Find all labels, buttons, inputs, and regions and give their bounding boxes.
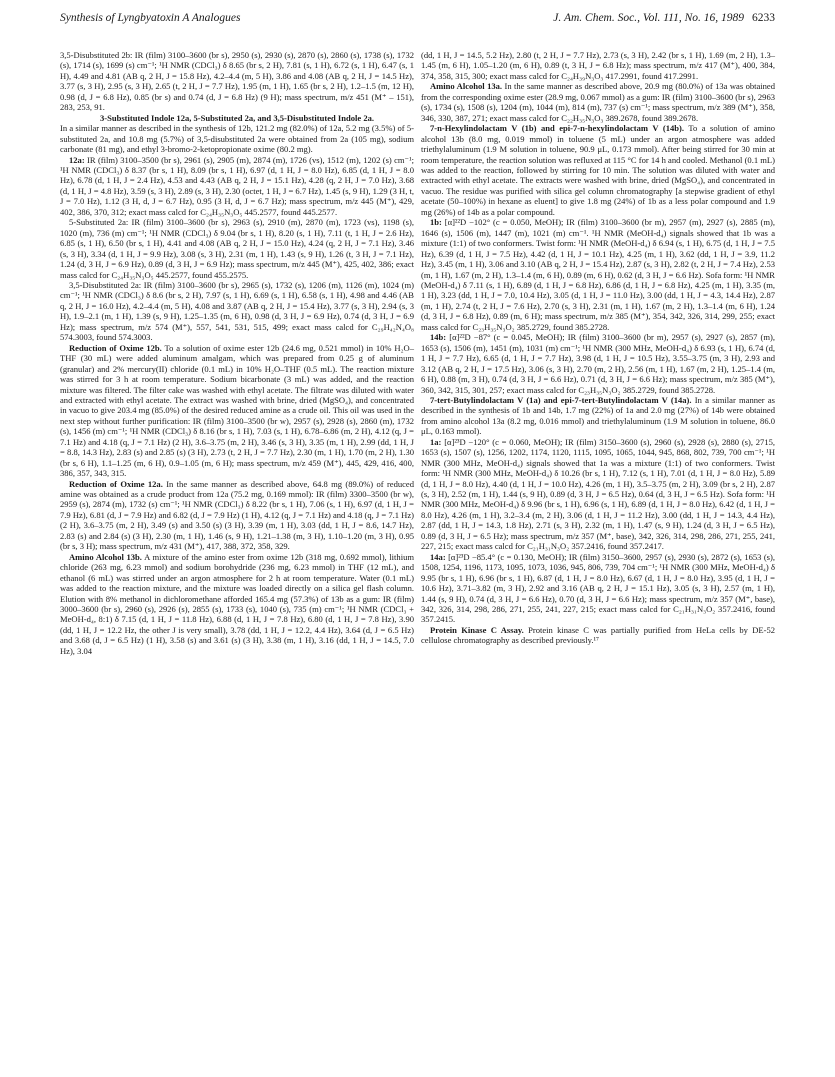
paragraph [421, 437, 775, 552]
paragraph-text: In a similar manner as described in the synthesis of 1b and 14b, 1.7 mg (22%) of 1a and 2.0 mg (27%) of 14b were obtained from amino alcohol 13a (8.2 mg, 0.016 mmol) and triethylaluminum (1.9 M solution in toluene, 86.0 μL, 0.163 mmol). [421, 394, 775, 437]
paragraph [421, 123, 775, 217]
journal-name: J. Am. Chem. Soc., Vol. 111, No. 16, 1989 [553, 12, 744, 24]
paragraph [60, 343, 414, 479]
paragraph-text: [α]²³D −120° (c = 0.060, MeOH); IR (film) 3150–3600 (s), 2960 (s), 2928 (s), 2880 (s), 2715, 1653 (s), 1507 (s), 1256, 1202, 1174, 1120, 1115, 1095, 1065, 1044, 945, 868, 802, 739, 700 cm⁻¹; ¹H NMR (300 MHz, MeOH-d₄) signals showed that 1a was a mixture (1:1) of two conformers. Twist form: ¹H NMR (300 MHz, MeOH-d₄) δ 10.26 (br s, 1 H), 7.12 (s, 1 H), 7.01 (d, 1 H, J = 8.0 Hz), 5.89 (d, 1 H, J = 8.0 Hz), 4.40 (d, 1 H, J = 10.0 Hz), 4.26 (m, 1 H), 3.5–3.75 (m, 2 H), 3.09 (br s, 2 H), 2.87 (s, 3 H), 2.52 (m, 1 H), 1.44 (s, 9 H), 0.89 (d, 3 H, J = 6.5 Hz), 0.64 (d, 3 H, J = 6.5 Hz). Sofa form: ¹H NMR (300 MHz, MeOH-d₄) δ 9.96 (br s, 1 H), 6.96 (s, 1 H), 6.89 (d, 1 H, J = 8.0 Hz), 6.42 (d, 1 H, J = 8.0 Hz), 4.26 (m, 1 H), 3.2–3.4 (m, 2 H), 3.06 (d, 1 H, J = 11.2 Hz), 3.00 (dd, 1 H, J = 14.3, 4.4 Hz), 2.87 (dd, 1 H, J = 14.3, 1.8 Hz), 2.71 (s, 3 H), 2.32 (m, 1 H), 1.47 (s, 9 H), 1.24 (d, 3 H, J = 6.5 Hz), 0.89 (d, 3 H, J = 6.5 Hz); mass spectrum, m/z 357 (M⁺, base), 342, 326, 314, 298, 286, 271, 255, 241, 227, 215; exact mass calcd for C₂₁H₃₁N₃O₂ 357.2416, found 357.2417. [421, 436, 775, 552]
paragraph [60, 123, 414, 154]
paragraph [421, 625, 775, 646]
paragraph-heading: Amino Alcohol 13b. [69, 551, 142, 562]
paragraph-heading: Amino Alcohol 13a. [430, 81, 503, 92]
page-number: 6233 [752, 12, 775, 24]
running-title: Synthesis of Lyngbyatoxin A Analogues [60, 12, 241, 24]
paragraph-text: [α]²²D −87° (c = 0.045, MeOH); IR (film) 3100–3600 (br m), 2957 (s), 2927 (s), 2857 (m), 1653 (s), 1506 (m), 1451 (m), 1031 (m) cm⁻¹; ¹H NMR (300 MHz, MeOH-d₄) δ 6.93 (s, 1 H), 6.74 (d, 1 H, J = 7.7 Hz), 6.65 (d, 1 H, J = 7.7 Hz), 3.98 (d, 1 H, J = 10.5 Hz), 3.55–3.75 (m, 3 H), 2.93 and 3.12 (AB q, 2 H, J = 17.5 Hz), 3.06 (s, 3 H), 2.70 (m, 2 H), 2.56 (m, 1 H), 1.67 (m, 2 H), 1.25–1.4 (m, 6 H), 0.88 (m, 3 H), 0.74 (d, 3 H, J = 6.6 Hz), 0.71 (d, 3 H, J = 6.6 Hz); mass spectrum, m/z 385 (M⁺), 360, 342, 315, 301, 257; exact mass calcd for C₂₃H₃₅N₃O₂ 385.2729, found 385.2728. [421, 332, 775, 395]
paragraph-text: Protein kinase C was partially purified from HeLa cells by DE-52 cellulose chromatography as described previously.¹⁷ [421, 624, 775, 646]
paragraph-text: In the same manner as described above, 64.8 mg (89.0%) of reduced amine was obtained as a crude product from 12a (75.2 mg, 0.169 mmol): IR (film) 3300–3500 (br w), 2959 (s), 2874 (m), 1732 (s) cm⁻¹; ¹H NMR (CDCl₃) δ 8.22 (br s, 1 H), 7.06 (s, 1 H), 6.97 (d, 1 H, J = 7.9 Hz), 6.81 (d, J = 7.9 Hz) and 6.82 (d, J = 7.9 Hz) (1 H), 4.12 (q, J = 7.1 Hz) and 4.18 (q, J = 7.1 Hz) (2 H), 3.6–3.75 (m, 2 H), 3.49 (s) and 3.50 (s) (3 H), 3.39 (m, 1 H), 3.03 (dd, 1 H, J = 8.6, 14.7 Hz), 2.83 (s) and 2.84 (s) (3 H), 2.30 (m, 1 H), 1.46 (s, 9 H), 1.21–1.38 (m, 3 H), 1.10–1.20 (m, 3 H), 0.95 (br s, 3 H); mass spectrum, m/z 431 (M⁺), 417, 388, 372, 358, 329. [60, 478, 414, 552]
paragraph-text: A mixture of the amino ester from oxime 12b (318 mg, 0.692 mmol), lithium chloride (263 mg, 6.23 mmol) and sodium borohydride (236 mg, 6.23 mmol) in THF (12 mL), and ethanol (6 mL) was stirred under an argon atmosphere for 2 h at room temperature. Water (0.1 mL) was added to the reaction mixture, and the mixture was loaded directly on a silica gel flash column. Elution with 8% methanol in dichloromethane afforded 165.4 mg (57.3%) of 13b as a gum: IR (film) 3000–3600 (br s), 2960 (s), 2926 (s), 2855 (s), 1733 (s), 1040 (s), 735 (m) cm⁻¹; ¹H NMR (CDCl₃ + MeOH-d₄, 8:1) δ 7.15 (d, 1 H, J = 11.8 Hz), 6.88 (d, 1 H, J = 7.8 Hz), 6.80 (d, 1 H, J = 7.8 Hz), 3.90 (dd, 1 H, J = 12.2 Hz, the other J is very small), 3.78 (dd, 1 H, J = 12.2, 4.4 Hz), 3.64 (d, J = 6.5 Hz) and 3.68 (d, J = 6.5 Hz) (1 H), 3.58 (s) and 3.61 (s) (3 H), 3.38 (m, 1 H), 3.16 (dd, 1 H, J = 14.5, 7.0 Hz), 3.04 [60, 551, 415, 656]
paragraph-heading: 3-Substituted Indole 12a, 5-Substituted 2a, and 3,5-Disubstituted Indole 2a. [99, 112, 375, 123]
paragraph [60, 479, 414, 552]
paragraph [60, 113, 414, 123]
running-head [60, 12, 775, 30]
paragraph-text: To a solution of amino alcohol 13b (8.0 mg, 0.019 mmol) in toluene (5 mL) under an argon atmosphere was added triethylaluminum (1.9 M solution in toluene, 90.9 μL, 0.173 mmol). After being stirred for 30 min at room temperature, the reaction solution was refluxed at 115 °C for 14 h and cooled. Methanol (0.1 mL) was added to the reaction, followed by stirring for 10 min. The solution was diluted with water and extracted with ethyl acetate. The extracts were washed with brine, dried (MgSO₄), and concentrated in vacuo. The residue was purified with silica gel column chromatography [a stepwise gradient of ethyl acetate (50–100%) in hexane as eluent] to give 1.8 mg (24%) of 1b as a less polar compound and 1.9 mg (26%) of 14b as a polar compound. [421, 123, 776, 217]
paragraph-heading: 14b: [430, 332, 447, 343]
paragraph-text: 3,5-Disubstituted 2b: IR (film) 3100–3600 (br s), 2950 (s), 2930 (s), 2870 (s), 2860 (s), 1738 (s), 1732 (s), 1714 (s), 1699 (s) cm⁻¹; ¹H NMR (CDCl₃) δ 8.65 (br s, 2 H), 7.81 (s, 1 H), 6.72 (s, 1 H), 6.47 (s, 1 H), 4.49 and 4.81 (AB q, 2 H, J = 15.8 Hz), 4.2–4.4 (m, 5 H), 3.86 and 4.08 (AB q, 2 H, J = 14.5 Hz), 3.77 (s, 3 H), 2.95 (s, 3 H), 2.65 (t, 2 H, J = 7.7 Hz), 1.95 (m, 1 H), 1.65 (br s, 2 H), 1.2–1.5 (m, 12 H), 0.98 (d, J = 6.8 Hz), 0.85 (br s) and 0.74 (d, J = 6.8 Hz) (9 H); mass spectrum, m/z 451 (M⁺ – 151), 283, 253, 91. [60, 50, 414, 113]
paragraph-text: IR (film) 3100–3500 (br s), 2961 (s), 2905 (m), 2874 (m), 1726 (vs), 1512 (m), 1202 (s) cm⁻¹; ¹H NMR (CDCl₃) δ 8.37 (br s, 1 H), 8.09 (br s, 1 H), 6.97 (d, 1 H, J = 8.0 Hz), 6.85 (d, 1 H, J = 8.0 Hz), 6.78 (d, 1 H, J = 2.4 Hz), 4.53 and 4.43 (AB q, 2 H, J = 15.1 Hz), 4.28 (q, 2 H, J = 7.0 Hz), 3.68 (d, 1 H, J = 4.8 Hz), 3.59 (s, 3 H), 2.89 (s, 3 H), 2.30 (octet, 1 H, J = 6.7 Hz), 1.45 (s, 9 H), 1.29 (3 H, t, J = 7.0 Hz), 1.12 (3 H, d, J = 6.7 Hz), 0.95 (3 H, d, J = 6.7 Hz); mass spectrum, m/z 445 (M⁺), 429, 402, 386, 370, 312; exact mass calcd for C₂₄H₃₅N₃O₅ 445.2577, found 445.2577. [60, 154, 415, 217]
paragraph [60, 50, 414, 113]
paragraph-heading: 12a: [69, 154, 85, 165]
paragraph [421, 552, 775, 625]
paragraph-heading: 7-n-Hexylindolactam V (1b) and epi-7-n-hexylindolactam V (14b). [430, 123, 684, 134]
paragraph [421, 332, 775, 395]
paragraph-text: To a solution of oxime ester 12b (24.6 mg, 0.521 mmol) in 10% H₂O–THF (30 mL) were added aluminum amalgam, which was prepared from 0.25 g of aluminum (granular) and 2% mercury(II) chloride (0.1 mL) in 10% H₂O–THF (0.5 mL). The reaction mixture was stirred for 3 h at room temperature. Sodium bicarbonate (3 mL) was added, and the reaction mixture was filtered. The filter cake was washed with ethyl acetate. The filtrate was diluted with water and extracted with ethyl acetate. The extract was washed with brine, dried (MgSO₄), and concentrated in vacuo to give 203.4 mg (85.0%) of the desired reduced amine as a crude oil. This oil was used in the next step without further purification: IR (film) 3100–3500 (br w), 2957 (s), 2928 (s), 2860 (m), 1732 (s), 1456 (m) cm⁻¹; ¹H NMR (CDCl₃) δ 8.16 (br s, 1 H), 7.03 (s, 1 H), 6.78–6.86 (m, 2 H), 4.12 (q, J = 7.1 Hz) and 4.18 (q, J = 7.1 Hz) (2 H), 3.6–3.75 (m, 2 H), 3.46 (s, 3 H), 3.35 (m, 1 H), 2.99 (dd, 1 H, J = 8.8, 14.3 Hz), 2.83 (s) and 2.85 (s) (3 H), 2.73 (t, 2 H, J = 7.7 Hz), 2.30 (m, 1 H), 1.70 (m, 2 H), 1.30 (br s, 6 H), 1.1–1.25 (m, 6 H), 0.9–1.05 (m, 6 H); mass spectrum, m/z 459 (M⁺), 445, 429, 416, 400, 386, 357, 343, 315. [60, 342, 414, 479]
paragraph-heading: 1b: [430, 217, 442, 228]
right-column [421, 50, 775, 646]
paragraph-text: In a similar manner as described in the synthesis of 12b, 121.2 mg (82.0%) of 12a, 5.2 mg (3.5%) of 5-substituted 2a, and 10.8 mg (5.7%) of 3,5-disubstituted 2a were obtained from 2a (105 mg), sodium carbonate (81 mg), and ethyl 3-bromo-2-ketopropionate oxime (80.2 mg). [60, 123, 414, 155]
paragraph [60, 280, 414, 343]
paragraph [421, 395, 775, 437]
paragraph-heading: Protein Kinase C Assay. [430, 624, 524, 635]
paragraph-text: [α]²³D −85.4° (c = 0.130, MeOH); IR (film) 3150–3600, 2957 (s), 2930 (s), 2872 (s), 1653 (s), 1508, 1254, 1196, 1173, 1095, 1073, 1036, 945, 806, 739, 704 cm⁻¹; ¹H NMR (300 MHz, MeOH-d₄) δ 9.95 (br s, 1 H), 6.96 (br s, 1 H), 6.87 (d, 1 H, J = 8.0 Hz), 6.67 (d, 1 H, J = 8.0 Hz), 3.95 (d, 1 H, J = 10.6 Hz), 3.71–3.82 (m, 3 H), 2.92 and 3.16 (AB q, 2 H, J = 15.1 Hz), 3.05 (s, 3 H), 2.57 (m, 1 H), 1.44 (s, 9 H), 0.74 (d, 3 H, J = 6.6 Hz), 0.70 (d, 3 H, J = 6.6 Hz); mass spectrum, m/z 357 (M⁺, base), 342, 326, 314, 298, 286, 271, 255, 241, 227, 215; exact mass calcd for C₂₁H₃₁N₃O₂ 357.2416, found 357.2415. [421, 551, 775, 625]
paragraph [60, 217, 414, 280]
paragraph-heading: 7-tert-Butylindolactam V (1a) and epi-7-tert-Butylindolactam V (14a). [430, 394, 692, 405]
paragraph [421, 50, 775, 81]
paragraph-heading: Reduction of Oxime 12a. [69, 478, 163, 489]
paragraph-text: In the same manner as described above, 20.9 mg (80.0%) of 13a was obtained from the corresponding oxime ester (28.9 mg, 0.067 mmol) as a gum: IR (film) 3100–3600 (br s), 2963 (s), 1734 (s), 1508 (s), 1204 (m), 1044 (m), 814 (m), 737 (s) cm⁻¹; mass spectrum, m/z 389 (M⁺), 358, 346, 330, 387, 271; exact mass calcd for C₂₂H₃₅N₃O₃ 389.2678, found 389.2678. [421, 81, 775, 123]
paragraph [60, 155, 414, 218]
paragraph-text: (dd, 1 H, J = 14.5, 5.2 Hz), 2.80 (t, 2 H, J = 7.7 Hz), 2.73 (s, 3 H), 2.42 (br s, 1 H), 1.69 (m, 2 H), 1.3–1.45 (m, 6 H), 1.05–1.20 (m, 6 H), 0.89 (t, 3 H, J = 6.8 Hz); mass spectrum, m/z 417 (M⁺), 400, 384, 374, 358, 315, 300; exact mass calcd for C₂₄H₃₉N₃O₃ 417.2991, found 417.2991. [421, 50, 775, 81]
paragraph-text: 3,5-Disubstituted 2a: IR (film) 3100–3600 (br s), 2965 (s), 1732 (s), 1206 (m), 1126 (m), 1024 (m) cm⁻¹; ¹H NMR (CDCl₃) δ 8.6 (br s, 2 H), 7.97 (s, 1 H), 6.69 (s, 1 H), 6.58 (s, 1 H), 4.98 and 4.46 (AB q, 2 H, J = 16.0 Hz), 4.2–4.4 (m, 5 H), 4.08 and 3.87 (AB q, 2 H, J = 15.4 Hz), 3.77 (s, 3 H), 2.94 (s, 3 H), 1.9–2.1 (m, 1 H), 1.39 (s, 9 H), 1.25–1.35 (m, 6 H), 0.98 (d, 3 H, J = 6.9 Hz), 0.74 (d, 3 H, J = 6.9 Hz); mass spectrum, m/z 574 (M⁺), 557, 541, 531, 515, 499; exact mass calcd for C₂₉H₄₂N₄O₈ 574.3003, found 574.3003. [60, 279, 414, 343]
journal-citation [553, 12, 775, 24]
paragraph [421, 81, 775, 123]
left-column [60, 50, 414, 656]
paragraph-text: 5-Substituted 2a: IR (film) 3100–3600 (br s), 2963 (s), 2910 (m), 2870 (m), 1723 (vs), 1198 (s), 1020 (m), 736 (m) cm⁻¹; ¹H NMR (CDCl₃) δ 9.04 (br s, 1 H), 8.20 (s, 1 H), 7.11 (t, 1 H, J = 2.6 Hz), 6.85 (s, 1 H), 6.50 (br s, 1 H), 4.41 and 4.08 (AB q, 2 H, J = 15.0 Hz), 4.24 (q, 2 H, J = 7.1 Hz), 3.46 (s, 3 H), 3.34 (d, 1 H, J = 9.9 Hz), 3.08 (s, 3 H), 2.31 (m, 1 H), 1.43 (s, 9 H), 1.26 (t, 3 H, J = 7.1 Hz), 1.24 (d, 3 H, J = 6.9 Hz), 0.89 (d, 3 H, J = 6.9 Hz); mass spectrum, m/z 445 (M⁺), 425, 402, 386; exact mass calcd for C₂₄H₃₅N₃O₅ 445.2577, found 455.2575. [60, 217, 414, 280]
paragraph-text: [α]²²D −102° (c = 0.050, MeOH); IR (film) 3100–3600 (br m), 2957 (m), 2927 (s), 2885 (m), 1646 (s), 1506 (m), 1447 (m), 1021 (m) cm⁻¹. ¹H NMR (MeOH-d₄) signals showed that 1b was a mixture (1:1) of two conformers. Twist form: ¹H NMR (MeOH-d₄) δ 6.94 (s, 1 H), 6.75 (d, 1 H, J = 7.5 Hz), 6.39 (d, 1 H, J = 7.5 Hz), 4.42 (d, 1 H, J = 10.1 Hz), 4.25 (m, 1 H), 3.62 (dd, 1 H, J = 3.9, 11.2 Hz), 3.45 (m, 1 H), 3.06 and 3.10 (AB q, 2 H, J = 15.4 Hz), 2.87 (s, 3 H), 2.82 (t, 2 H, J = 7.4 Hz), 2.53 (m, 1 H), 1.67 (m, 2 H), 1.3–1.4 (m, 6 H), 0.89 (m, 6 H), 0.62 (d, 3 H, J = 6.6 Hz). Sofa form: ¹H NMR (MeOH-d₄) δ 7.11 (s, 1 H), 6.89 (d, 1 H, J = 6.8 Hz), 6.86 (d, 1 H, J = 6.8 Hz), 4.25 (m, 1 H), 3.35 (m, 1 H), 3.23 (dd, 1 H, J = 7.0, 10.4 Hz), 3.05 (d, 1 H, J = 11.0 Hz), 3.00 (dd, 1 H, J = 4.3, 14.4 Hz), 2.87 (m, 1 H), 2.74 (t, 2 H, J = 7.6 Hz), 2.70 (s, 3 H), 2.31 (m, 1 H), 1.67 (m, 2 H), 1.3–1.4 (m, 6 H), 1.24 (d, 3 H, J = 6.8 Hz), 0.89 (m, 6 H); mass spectrum, m/z 385 (M⁺), 354, 342, 326, 314, 299, 255; exact mass calcd for C₂₃H₃₅N₃O₂ 385.2729, found 385.2728. [421, 217, 775, 332]
paragraph-heading: Reduction of Oxime 12b. [69, 342, 162, 353]
paragraph-heading: 1a: [430, 436, 442, 447]
paragraph [421, 217, 775, 332]
paragraph-heading: 14a: [430, 551, 446, 562]
paragraph [60, 552, 414, 657]
